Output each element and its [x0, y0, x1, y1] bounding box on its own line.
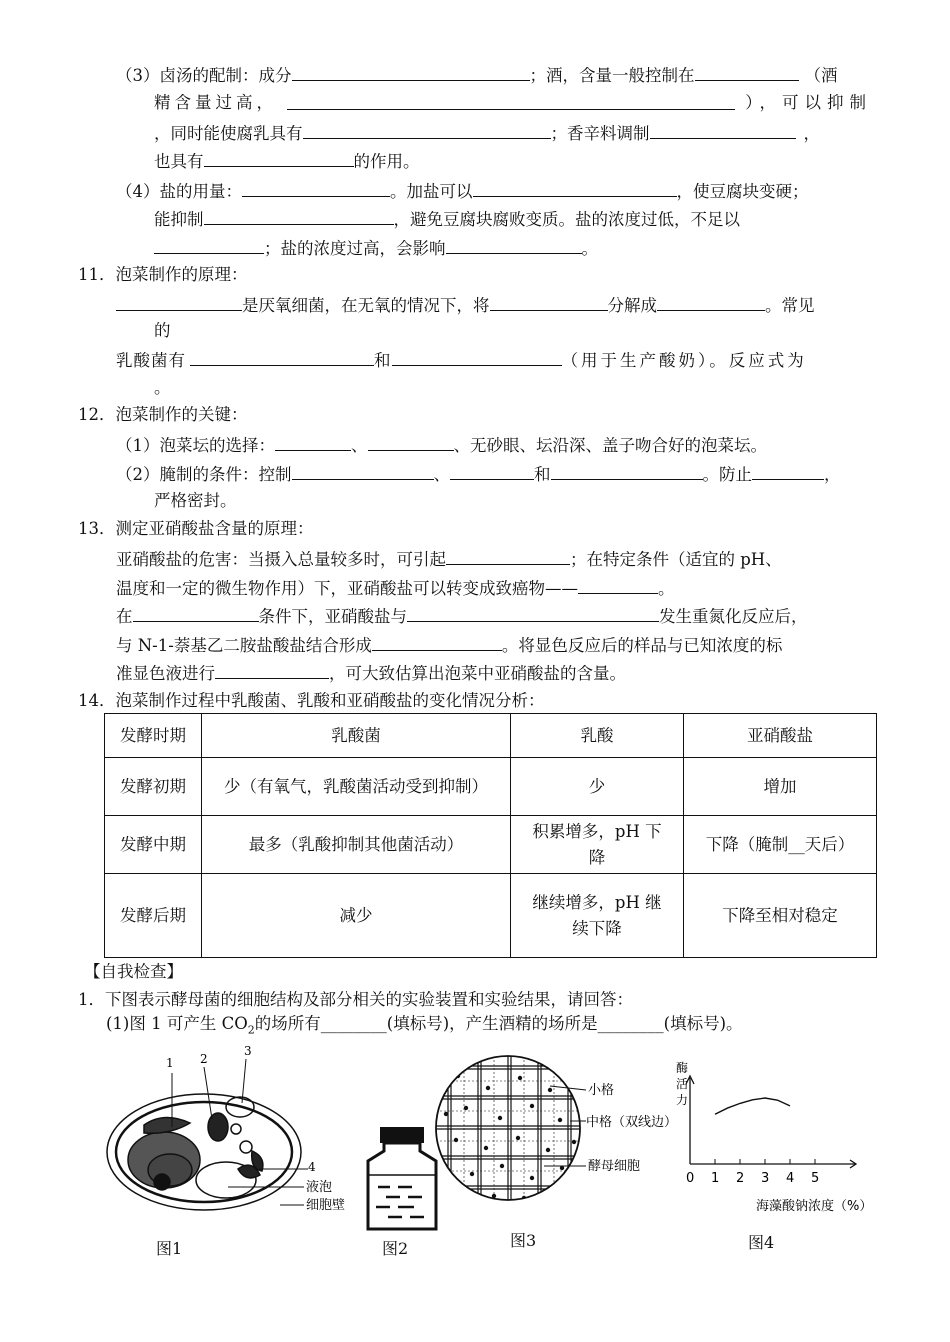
s3-line2 [154, 92, 872, 114]
figure-2-caption: 图2 [382, 1239, 409, 1258]
s4-text: ，使豆腐块变硬； [676, 182, 809, 201]
q13-text: 。 [658, 579, 675, 598]
table-cell: 下降（腌制__天后） [684, 816, 877, 874]
blank[interactable] [204, 149, 354, 167]
s3-text: ；酒，含量一般控制在 [529, 66, 695, 85]
table-cell: 发酵初期 [105, 758, 202, 816]
s3-line4 [154, 149, 420, 173]
q13-text: 发生重氮化反应后， [659, 607, 808, 626]
table-cell: 继续增多，pH 继续下降 [511, 874, 684, 958]
q13-text: 温度和一定的微生物作用）下，亚硝酸盐可以转变成致癌物—— [116, 579, 578, 598]
s3-text: ， [803, 124, 820, 143]
table-cell: 积累增多，pH 下降 [511, 816, 684, 874]
s4-line2 [154, 207, 740, 231]
fig4-tick-label: 1 [711, 1171, 720, 1186]
figure-1-yeast-cell [100, 1044, 346, 1215]
q13-line4 [116, 633, 782, 657]
figure-4-caption: 图4 [748, 1233, 775, 1252]
q12-text: （2）腌制的条件：控制 [116, 465, 292, 484]
s3-text: 精含量过高， [154, 93, 277, 112]
table-header: 乳酸菌 [202, 714, 511, 758]
figure-1-caption: 图1 [156, 1239, 183, 1258]
figure-3-counting-chamber [436, 1048, 696, 1218]
s3-line1 [116, 63, 838, 87]
check-q1: 1．下图表示酵母菌的细胞结构及部分相关的实验装置和实验结果，请回答： [78, 990, 633, 1009]
fig1-label-cellwall: 细胞壁 [306, 1198, 346, 1213]
fig4-ylabel-2: 活 [676, 1077, 689, 1091]
table-cell: 发酵后期 [105, 874, 202, 958]
q12-text: （1）泡菜坛的选择： [116, 436, 275, 455]
q13-text: 。将显色反应后的样品与已知浓度的标 [501, 636, 783, 655]
q11-text: 。常见 [765, 296, 815, 315]
fig3-label-small-grid: 小格 [588, 1083, 615, 1098]
blank[interactable] [287, 92, 735, 110]
s3-text: （3）卤汤的配制：成分 [116, 66, 292, 85]
fig4-ylabel-1: 酶 [676, 1061, 689, 1075]
blank[interactable] [372, 633, 502, 651]
s3-text: 也具有 [154, 152, 204, 171]
blank[interactable] [657, 293, 765, 311]
fermentation-table [104, 713, 877, 958]
fig4-xlabel: 海藻酸钠浓度（%） [756, 1199, 873, 1214]
q11-text: 分解成 [607, 296, 657, 315]
s4-text: 。 [581, 239, 598, 258]
blank[interactable] [695, 63, 799, 81]
fig4-tick-label: 3 [761, 1171, 770, 1186]
q11-text: （用于生产酸奶）。反应式为 [561, 351, 807, 370]
q13-text: ；在特定条件（适宜的 pH、 [570, 550, 782, 569]
q14-title: 14．泡菜制作过程中乳酸菌、乳酸和亚硝酸盐的变化情况分析： [78, 691, 545, 710]
blank[interactable] [204, 207, 394, 225]
q13-text: 与 N-1-萘基乙二胺盐酸盐结合形成 [116, 636, 372, 655]
table-header-row [105, 714, 877, 758]
s3-text: ），可以抑制 [745, 93, 872, 112]
check-sub: 2 [247, 1023, 255, 1037]
q11-text: 是厌氧细菌，在无氧的情况下，将 [242, 296, 490, 315]
check-text: 的场所有________(填标号)，产生酒精的场所是________(填标号)。 [254, 1014, 743, 1033]
q11-title: 11．泡菜制作的原理： [78, 265, 248, 284]
q11-text: 和 [374, 351, 392, 370]
q12-text: 。防止 [702, 465, 752, 484]
blank[interactable] [292, 63, 530, 81]
blank[interactable] [190, 348, 374, 366]
q13-text: ，可大致估算出泡菜中亚硝酸盐的含量。 [329, 664, 626, 683]
blank[interactable] [116, 293, 242, 311]
q11-line1 [116, 293, 815, 317]
blank[interactable] [133, 604, 259, 622]
table-row [105, 874, 877, 958]
s3-text: （酒 [804, 66, 838, 85]
blank[interactable] [490, 293, 608, 311]
table-cell: 增加 [684, 758, 877, 816]
s4-text: 能抑制 [154, 210, 204, 229]
fig1-label-1: 1 [166, 1056, 174, 1070]
q12-line1 [116, 433, 767, 457]
table-cell: 发酵中期 [105, 816, 202, 874]
blank[interactable] [578, 576, 658, 594]
q12-title: 12．泡菜制作的关键： [78, 405, 248, 424]
q11-text: 乳酸菌有 [116, 351, 186, 370]
q13-line2 [116, 576, 675, 600]
q12-text: 、 [351, 436, 368, 455]
figure-3-caption: 图3 [510, 1231, 537, 1250]
s3-text: 的作用。 [353, 152, 420, 171]
fig1-label-2: 2 [200, 1052, 208, 1066]
q13-text: 准显色液进行 [116, 664, 215, 683]
figure-2-jar [362, 1125, 442, 1235]
q13-title: 13．测定亚硝酸盐含量的原理： [78, 519, 314, 538]
q13-text: 亚硝酸盐的危害：当摄入总量较多时，可引起 [116, 550, 446, 569]
s3-line3 [154, 121, 820, 145]
fig4-tick-label: 0 [686, 1171, 695, 1186]
table-header: 乳酸 [511, 714, 684, 758]
table-cell: 少 [511, 758, 684, 816]
blank[interactable] [275, 433, 351, 451]
s4-text: ；盐的浓度过高，会影响 [264, 239, 446, 258]
fig4-ylabel-3: 力 [676, 1093, 689, 1107]
q12-text: 、 [433, 465, 450, 484]
q12-line2 [116, 462, 841, 486]
blank[interactable] [215, 661, 329, 679]
table-row [105, 816, 877, 874]
table-cell: 最多（乳酸抑制其他菌活动） [202, 816, 511, 874]
blank[interactable] [154, 236, 264, 254]
table-cell: 下降至相对稳定 [684, 874, 877, 958]
blank[interactable] [368, 433, 454, 451]
q13-line5 [116, 661, 626, 685]
blank[interactable] [407, 604, 659, 622]
blank[interactable] [392, 348, 562, 366]
blank[interactable] [303, 121, 551, 139]
table-cell: 减少 [202, 874, 511, 958]
blank[interactable] [446, 236, 582, 254]
s4-text: ，避免豆腐块腐败变质。盐的浓度过低，不足以 [393, 210, 740, 229]
s4-text: （4）盐的用量： [116, 182, 242, 201]
fig1-label-vacuole: 液泡 [306, 1180, 333, 1195]
fig4-tick-label: 2 [736, 1171, 745, 1186]
blank[interactable] [292, 462, 434, 480]
fig4-tick-label: 5 [811, 1171, 820, 1186]
self-check-title: 【自我检查】 [84, 962, 183, 981]
q13-text: 条件下，亚硝酸盐与 [258, 607, 407, 626]
q12-text: 和 [534, 465, 551, 484]
fig4-tick-label: 4 [786, 1171, 795, 1186]
table-header: 发酵时期 [105, 714, 202, 758]
check-q1-1 [106, 1013, 743, 1041]
fig4-series-line [715, 1098, 790, 1114]
figure-4-chart [670, 1058, 880, 1233]
fig3-label-yeast: 酵母细胞 [588, 1159, 641, 1174]
q12-text: ， [824, 465, 841, 484]
q13-line1 [116, 547, 782, 571]
blank[interactable] [752, 462, 824, 480]
s4-line3 [154, 236, 598, 260]
q13-text: 在 [116, 607, 133, 626]
s3-text: ；香辛料调制 [550, 124, 650, 143]
q12-line3: 严格密封。 [154, 491, 237, 510]
blank[interactable] [650, 121, 796, 139]
fig1-label-4: 4 [308, 1160, 316, 1174]
table-header: 亚硝酸盐 [684, 714, 877, 758]
blank[interactable] [473, 179, 677, 197]
q11-line2: 的 [154, 321, 171, 340]
table-row [105, 758, 877, 816]
check-text: (1)图 1 可产生 CO [106, 1014, 248, 1033]
q13-line3 [116, 604, 808, 628]
s3-text: ，同时能使腐乳具有 [154, 124, 303, 143]
blank[interactable] [446, 547, 570, 565]
blank[interactable] [450, 462, 534, 480]
s4-line1 [116, 179, 809, 203]
q12-text: 、无砂眼、坛沿深、盖子吻合好的泡菜坛。 [453, 436, 767, 455]
fig3-label-mid-grid: 中格（双线边） [586, 1115, 678, 1130]
q11-line4: 。 [154, 378, 171, 397]
blank[interactable] [551, 462, 703, 480]
table-cell: 少（有氧气，乳酸菌活动受到抑制） [202, 758, 511, 816]
q11-line3 [116, 348, 807, 372]
s4-text: 。加盐可以 [390, 182, 473, 201]
fig1-label-3: 3 [244, 1044, 252, 1058]
blank[interactable] [242, 179, 390, 197]
